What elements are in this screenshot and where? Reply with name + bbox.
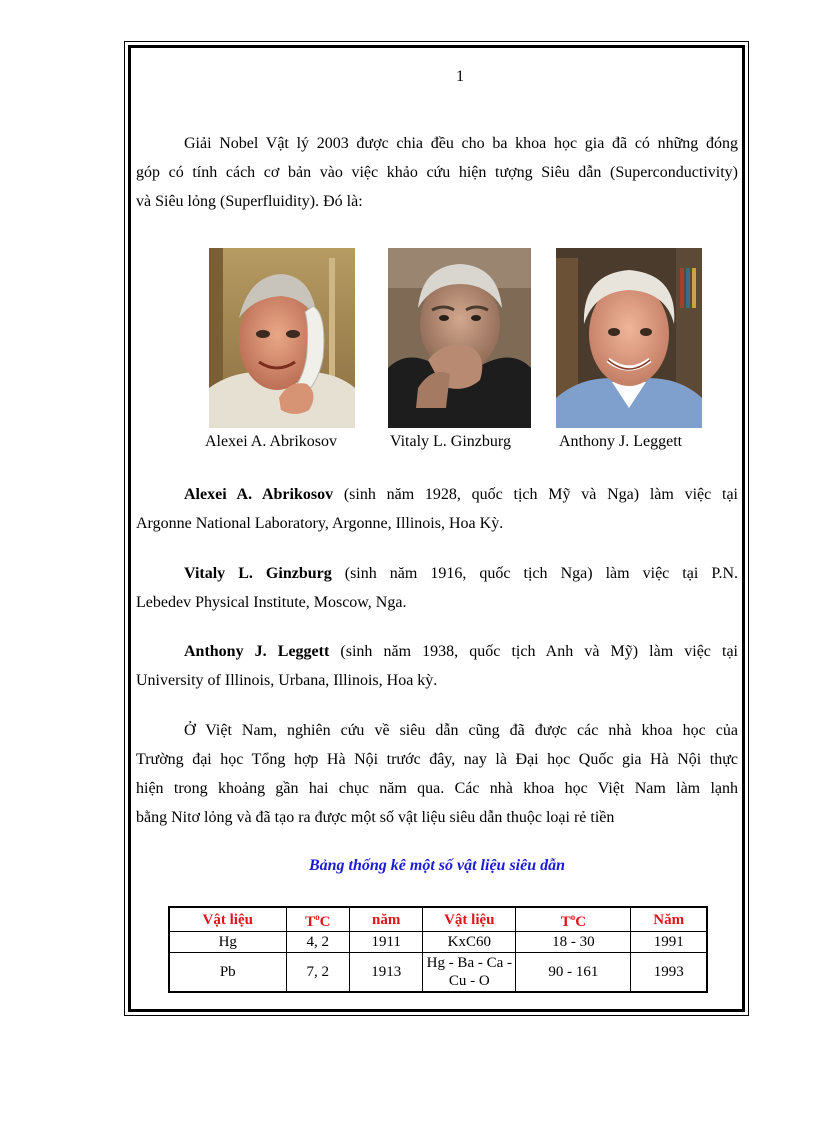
table-title: Bảng thống kê một số vật liệu siêu dẫn xyxy=(308,857,566,874)
intro-line: Giải Nobel Vật lý 2003 được chia đều cho ba khoa học gia đã có những đóng xyxy=(184,135,738,152)
table-cell: 1911 xyxy=(350,932,423,953)
caption-ginzburg: Vitaly L. Ginzburg xyxy=(390,433,511,450)
table-header: $T^oC$ xyxy=(286,907,350,932)
table-cell: 18 - 30 xyxy=(516,932,631,953)
table-header-row xyxy=(169,907,707,932)
bio-text: (sinh năm 1938, quốc tịch Anh và Mỹ) làm việc tại xyxy=(329,643,738,660)
table-cell: 90 - 161 xyxy=(516,953,631,993)
bio-line: Argonne National Laboratory, Argonne, Illinois, Hoa Kỳ. xyxy=(136,515,504,532)
bio-ginzburg xyxy=(136,559,738,617)
table-cell: 1913 xyxy=(350,953,423,993)
table-header: Vật liệu xyxy=(169,907,286,932)
page-number: 1 xyxy=(456,68,464,85)
intro-paragraph xyxy=(136,129,738,216)
bio-abrikosov xyxy=(136,480,738,538)
table-header: năm xyxy=(350,907,423,932)
caption-leggett: Anthony J. Leggett xyxy=(559,433,683,450)
table-cell: Hg - Ba - Ca - Cu - O xyxy=(423,953,516,993)
vietnam-line: hiện trong khoảng gần hai chục năm qua. Các nhà khoa học Việt Nam làm lạnh xyxy=(136,780,738,797)
bio-name: Anthony J. Leggett xyxy=(184,643,330,660)
table-cell: 4, 2 xyxy=(286,932,350,953)
table-row xyxy=(169,953,707,993)
table-cell: Pb xyxy=(169,953,286,993)
vietnam-line: Ở Việt Nam, nghiên cứu về siêu dẫn cũng đã được các nhà khoa học của xyxy=(184,722,738,739)
table-cell: 1991 xyxy=(631,932,707,953)
bio-line xyxy=(136,637,738,666)
bio-line: University of Illinois, Urbana, Illinois, Hoa kỳ. xyxy=(136,672,438,689)
table-cell: Hg xyxy=(169,932,286,953)
materials-table xyxy=(168,906,708,993)
vietnam-line: bằng Nitơ lỏng và đã tạo ra được một số vật liệu siêu dẫn thuộc loại rẻ tiền xyxy=(136,809,615,826)
photo-abrikosov xyxy=(209,248,355,428)
bio-text: (sinh năm 1928, quốc tịch Mỹ và Nga) làm việc tại xyxy=(333,486,738,503)
table-cell: 1993 xyxy=(631,953,707,993)
vietnam-line: Trường đại học Tổng hợp Hà Nội trước đây, nay là Đại học Quốc gia Hà Nội thực xyxy=(136,751,738,768)
intro-line: góp có tính cách cơ bản vào việc khảo cứu hiện tượng Siêu dẫn (Superconductivity) xyxy=(136,164,738,181)
intro-line: và Siêu lỏng (Superfluidity). Đó là: xyxy=(136,193,363,210)
vietnam-paragraph xyxy=(136,716,738,832)
table-header: Năm xyxy=(631,907,707,932)
bio-line xyxy=(136,559,738,588)
photo-leggett xyxy=(556,248,702,428)
table-cell: 7, 2 xyxy=(286,953,350,993)
bio-name: Vitaly L. Ginzburg xyxy=(184,565,332,582)
table-header: Vật liệu xyxy=(423,907,516,932)
table-row xyxy=(169,932,707,953)
bio-text: (sinh năm 1916, quốc tịch Nga) làm việc tại P.N. xyxy=(331,565,739,582)
table-cell: KxC60 xyxy=(423,932,516,953)
bio-name: Alexei A. Abrikosov xyxy=(184,486,334,503)
caption-abrikosov: Alexei A. Abrikosov xyxy=(205,433,337,450)
bio-line xyxy=(136,480,738,509)
table-header: $T^oC$ xyxy=(516,907,631,932)
bio-line: Lebedev Physical Institute, Moscow, Nga. xyxy=(136,594,407,611)
photo-ginzburg xyxy=(388,248,531,428)
bio-leggett xyxy=(136,637,738,695)
